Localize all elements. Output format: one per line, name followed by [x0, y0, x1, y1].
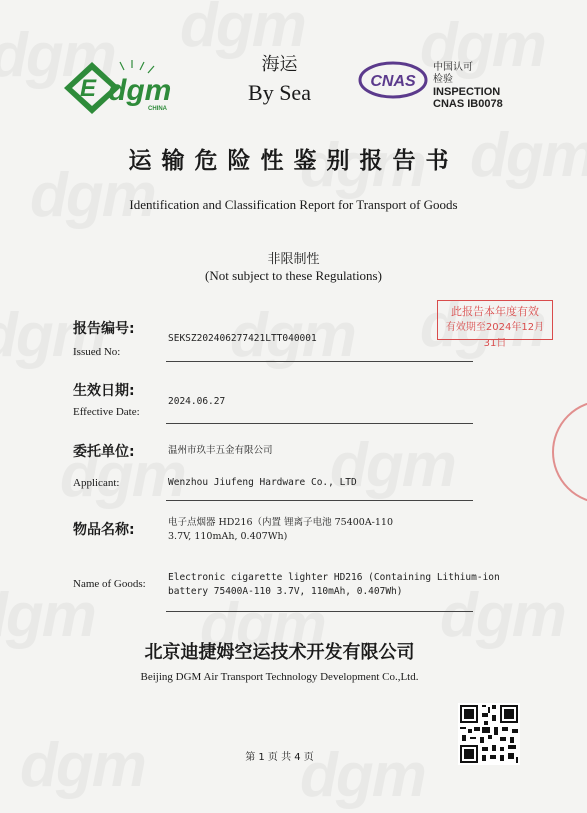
- company-name-en: Beijing DGM Air Transport Technology Development Co.,Ltd.: [140, 671, 419, 683]
- svg-text:CHINA: CHINA: [148, 106, 167, 112]
- effective-date-label-cn: 生效日期:: [73, 383, 135, 399]
- page-indicator: 第 1 页 共 4 页: [245, 752, 314, 763]
- goods-value-cn-line2: 3.7V, 110mAh, 0.407Wh): [168, 531, 288, 542]
- issued-no-underline: [166, 361, 473, 362]
- goods-label-cn: 物品名称:: [73, 522, 135, 538]
- classification-cn: 非限制性: [267, 252, 320, 267]
- issued-no-label-cn: 报告编号:: [73, 321, 135, 337]
- goods-value-cn-line1: 电子点烟器 HD216（内置 锂离子电池 75400A-110: [168, 517, 394, 528]
- goods-label-en: Name of Goods:: [73, 578, 146, 590]
- applicant-underline: [166, 500, 473, 501]
- applicant-label-en: Applicant:: [73, 477, 120, 489]
- classification-en: (Not subject to these Regulations): [205, 268, 382, 283]
- cnas-logo: [358, 60, 428, 100]
- company-seal: [552, 400, 587, 504]
- effective-date-underline: [166, 423, 473, 424]
- validity-stamp: 此报告本年度有效 有效期至2024年12月31日: [437, 300, 553, 340]
- issued-no-label-en: Issued No:: [73, 346, 121, 358]
- transport-mode-en: By Sea: [248, 80, 311, 105]
- transport-mode-cn: 海运: [261, 54, 298, 75]
- effective-date-value: 2024.06.27: [168, 396, 226, 407]
- svg-text:E: E: [80, 75, 97, 102]
- goods-value-en-line1: Electronic cigarette lighter HD216 (Containing Lithium-ion: [168, 572, 500, 583]
- goods-value-en-line2: battery 75400A-110 3.7V, 110mAh, 0.407Wh): [168, 586, 403, 597]
- applicant-label-cn: 委托单位:: [73, 444, 135, 460]
- effective-date-label-en: Effective Date:: [73, 406, 140, 418]
- svg-text:dgm: dgm: [108, 74, 172, 107]
- applicant-value-cn: 温州市玖丰五金有限公司: [168, 445, 273, 456]
- report-title-en: Identification and Classification Report for Transport of Goods: [129, 197, 458, 212]
- applicant-value-en: Wenzhou Jiufeng Hardware Co., LTD: [168, 477, 357, 488]
- cnas-accreditation: 中国认可 检验 INSPECTION CNAS IB0078: [433, 62, 503, 110]
- goods-underline: [166, 611, 473, 612]
- issued-no-value: SEKSZ202406277421LTT040001: [168, 333, 317, 344]
- company-name-cn: 北京迪捷姆空运技术开发有限公司: [144, 642, 415, 663]
- report-title-cn: 运输危险性鉴别报告书: [128, 148, 459, 174]
- svg-text:CNAS: CNAS: [370, 73, 416, 90]
